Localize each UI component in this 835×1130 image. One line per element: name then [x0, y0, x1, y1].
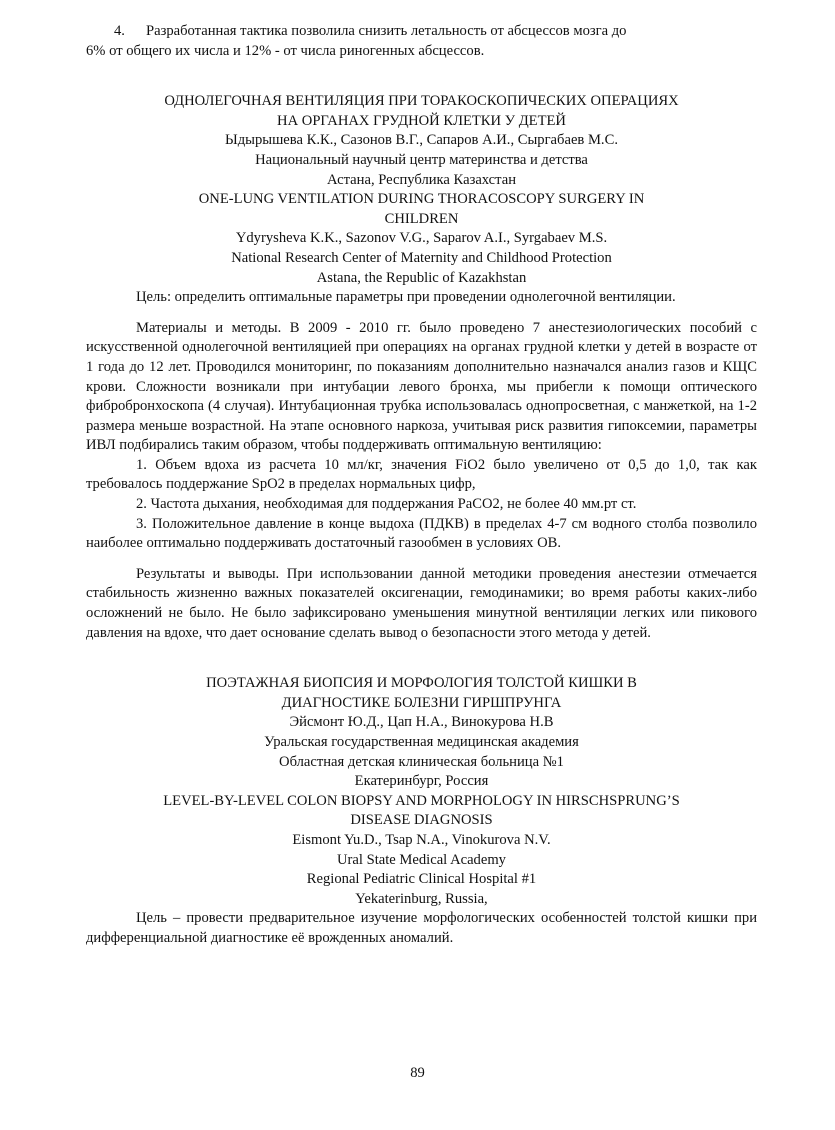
- article1-results: Результаты и выводы. При использовании данной методики проведения анестезии отмечается стабильность жизненно важных показателей оксигенации, гемодинамики; во время работы каких-либо осложнений не было. Не было зафиксировано уменьшения минутной вентиляции легких или пикового давления на вдохе, что дает основание сделать вывод о безопасности этого метода у детей.: [86, 565, 757, 641]
- article1-list-item-2: 2. Частота дыхания, необходимая для поддержания PaCO2, не более 40 мм.рт ст.: [136, 496, 637, 513]
- article1-institution-ru: Национальный научный центр материнства и детства: [255, 151, 588, 168]
- article1-location-en: Astana, the Republic of Kazakhstan: [316, 269, 527, 286]
- list-text-line1: Разработанная тактика позволила снизить летальность от абсцессов мозга до: [146, 23, 627, 39]
- article2-authors-ru: Эйсмонт Ю.Д., Цап Н.А., Винокурова Н.В: [289, 714, 554, 731]
- article2-institution-ru1: Уральская государственная медицинская академия: [264, 734, 579, 750]
- article1-list-item-1: 1. Объем вдоха из расчета 10 мл/кг, значения FiO2 было увеличено от 0,5 до 1,0, так как требовалось поддержание SpO2 в пределах нормальных цифр,: [86, 456, 757, 493]
- article1-methods: Материалы и методы. В 2009 - 2010 гг. было проведено 7 анестезиологических пособий с искусственной однолегочной вентиляцией при операциях на органах грудной клетки у детей в возрасте от 1 года до 12 лет. Проводился мониторинг, по показаниям дополнительно назначался анализ газов и КЩС крови. Сложности возникали при интубации левого бронха, мы прибегли к помощи оптического фибробронхоскопа (4 случая). Интубационная трубка использовалась однопросветная, с манжеткой, на 1-2 размера меньше возрастной. На этапе основного наркоза, учитывая риск развития гипоксемии, параметры ИВЛ подбирались таким образом, чтобы поддерживать оптимальную вентиляцию:: [86, 319, 757, 454]
- article-colon-biopsy: [86, 674, 757, 948]
- article2-title-ru-line1: ПОЭТАЖНАЯ БИОПСИЯ И МОРФОЛОГИЯ ТОЛСТОЙ КИШКИ В: [206, 675, 637, 692]
- article1-title-ru-line1: ОДНОЛЕГОЧНАЯ ВЕНТИЛЯЦИЯ ПРИ ТОРАКОСКОПИЧЕСКИХ ОПЕРАЦИЯХ: [164, 93, 679, 110]
- list-item-4: [86, 22, 757, 42]
- article1-authors-en: Ydyrysheva K.K., Sazonov V.G., Saparov A.I., Syrgabaev M.S.: [235, 230, 608, 247]
- article2-institution-en2: Regional Pediatric Clinical Hospital #1: [306, 871, 537, 888]
- list-text-line2: 6% от общего их числа и 12% - от числа риногенных абсцессов.: [86, 42, 485, 59]
- article1-authors-ru: Ыдырышева К.К., Сазонов В.Г., Сапаров А.И., Сыргабаев М.С.: [225, 132, 618, 149]
- article2-authors-en: Eismont Yu.D., Tsap N.A., Vinokurova N.V.: [292, 831, 551, 848]
- article2-location-en: Yekaterinburg, Russia,: [355, 890, 488, 907]
- article2-location-ru: Екатеринбург, Россия: [354, 773, 489, 790]
- article1-location-ru: Астана, Республика Казахстан: [326, 171, 517, 188]
- article2-title-en-line2: DISEASE DIAGNOSIS: [350, 812, 493, 829]
- article-one-lung-ventilation: [86, 92, 757, 643]
- article1-list-item-3: 3. Положительное давление в конце выдоха (ПДКВ) в пределах 4-7 см водного столба позволило наиболее оптимально поддерживать достаточный газообмен в условиях ОВ.: [86, 515, 757, 552]
- list-number: 4.: [114, 23, 125, 39]
- article2-aim: Цель – провести предварительное изучение морфологических особенностей толстой кишки при дифференциальной диагностике её врожденных аномалий.: [86, 910, 757, 946]
- article1-title-en-line2: CHILDREN: [384, 210, 459, 227]
- article2-title-ru-line2: ДИАГНОСТИКЕ БОЛЕЗНИ ГИРШПРУНГА: [281, 694, 562, 711]
- page-number: 89: [410, 1065, 425, 1081]
- article1-institution-en: National Research Center of Maternity and Childhood Protection: [231, 249, 612, 266]
- article2-institution-en1: Ural State Medical Academy: [337, 851, 506, 868]
- article1-title-en-line1: ONE-LUNG VENTILATION DURING THORACOSCOPY SURGERY IN: [198, 191, 645, 208]
- article1-title-ru-line2: НА ОРГАНАХ ГРУДНОЙ КЛЕТКИ У ДЕТЕЙ: [277, 112, 566, 129]
- article2-institution-ru2: Областная детская клиническая больница №1: [279, 753, 564, 770]
- article1-aim: Цель: определить оптимальные параметры при проведении однолегочной вентиляции.: [136, 289, 676, 306]
- article2-title-en-line1: LEVEL-BY-LEVEL COLON BIOPSY AND MORPHOLOGY IN HIRSCHSPRUNG’S: [163, 792, 680, 809]
